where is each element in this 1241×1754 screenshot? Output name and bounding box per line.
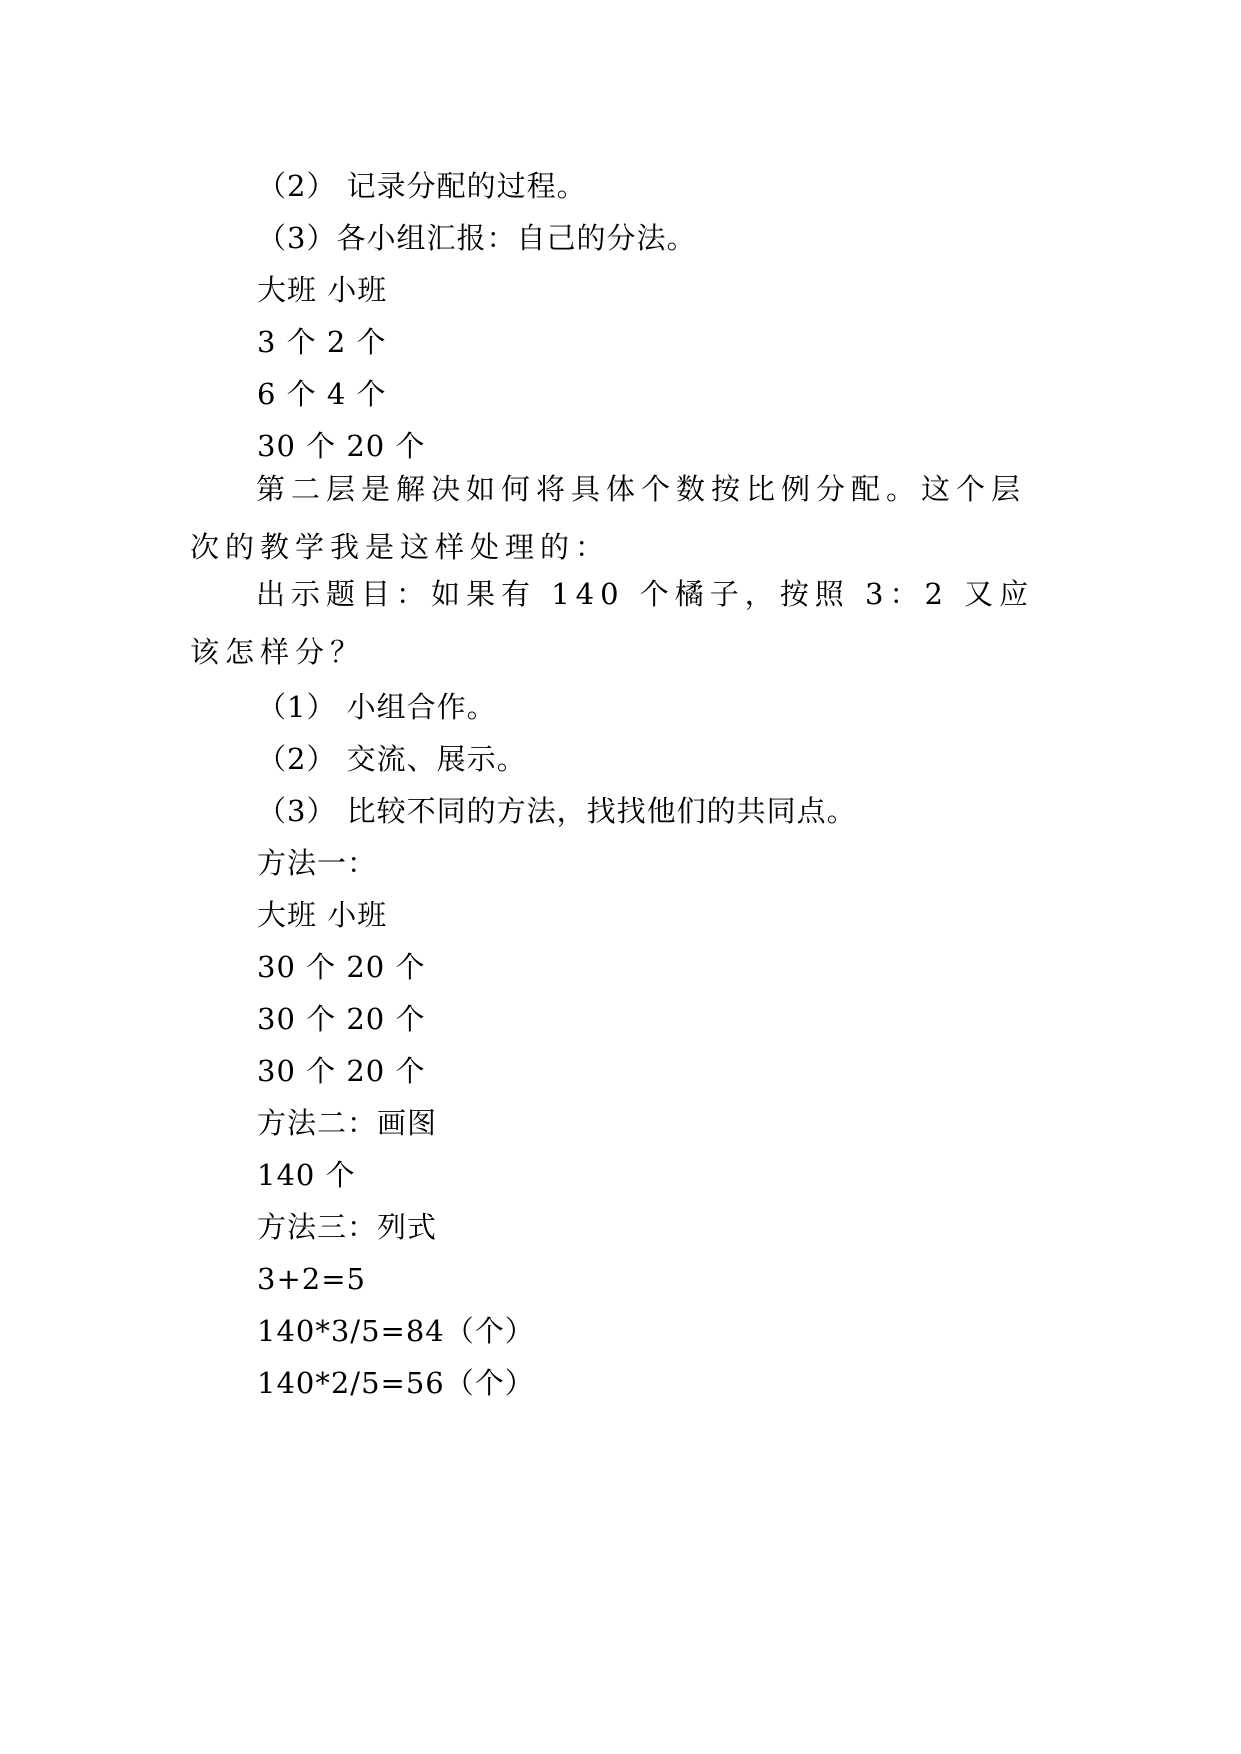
- allocation-row: 3 个 2 个: [257, 325, 387, 359]
- formula-line: 3+2=5: [257, 1262, 366, 1296]
- formula-line: 140*3/5=84（个）: [257, 1314, 535, 1348]
- problem-paragraph: 出示题目：如果有 140 个橘子，按照 3：2 又应该怎样分？: [190, 577, 1035, 669]
- method-1-heading: 方法一：: [257, 846, 378, 880]
- allocation-row: 30 个 20 个: [257, 429, 426, 463]
- method-2-heading: 方法二：画图: [257, 1106, 438, 1140]
- step-3-report-line: （3）各小组汇报：自己的分法。: [257, 221, 697, 255]
- step-3-line: （3） 比较不同的方法，找找他们的共同点。: [257, 794, 857, 828]
- allocation-row: 30 个 20 个: [257, 1002, 426, 1036]
- class-header-line: 大班 小班: [257, 898, 388, 932]
- allocation-row: 6 个 4 个: [257, 377, 387, 411]
- method-3-heading: 方法三：列式: [257, 1210, 438, 1244]
- allocation-row: 30 个 20 个: [257, 1054, 426, 1088]
- allocation-row: 30 个 20 个: [257, 950, 426, 984]
- total-count-line: 140 个: [257, 1158, 356, 1192]
- step-2-line: （2） 交流、展示。: [257, 742, 527, 776]
- formula-line: 140*2/5=56（个）: [257, 1366, 535, 1400]
- second-level-paragraph: 第二层是解决如何将具体个数按比例分配。这个层次的教学我是这样处理的：: [190, 472, 1027, 564]
- step-2-record-line: （2） 记录分配的过程。: [257, 169, 587, 203]
- step-1-line: （1） 小组合作。: [257, 690, 497, 724]
- class-header-line: 大班 小班: [257, 273, 388, 307]
